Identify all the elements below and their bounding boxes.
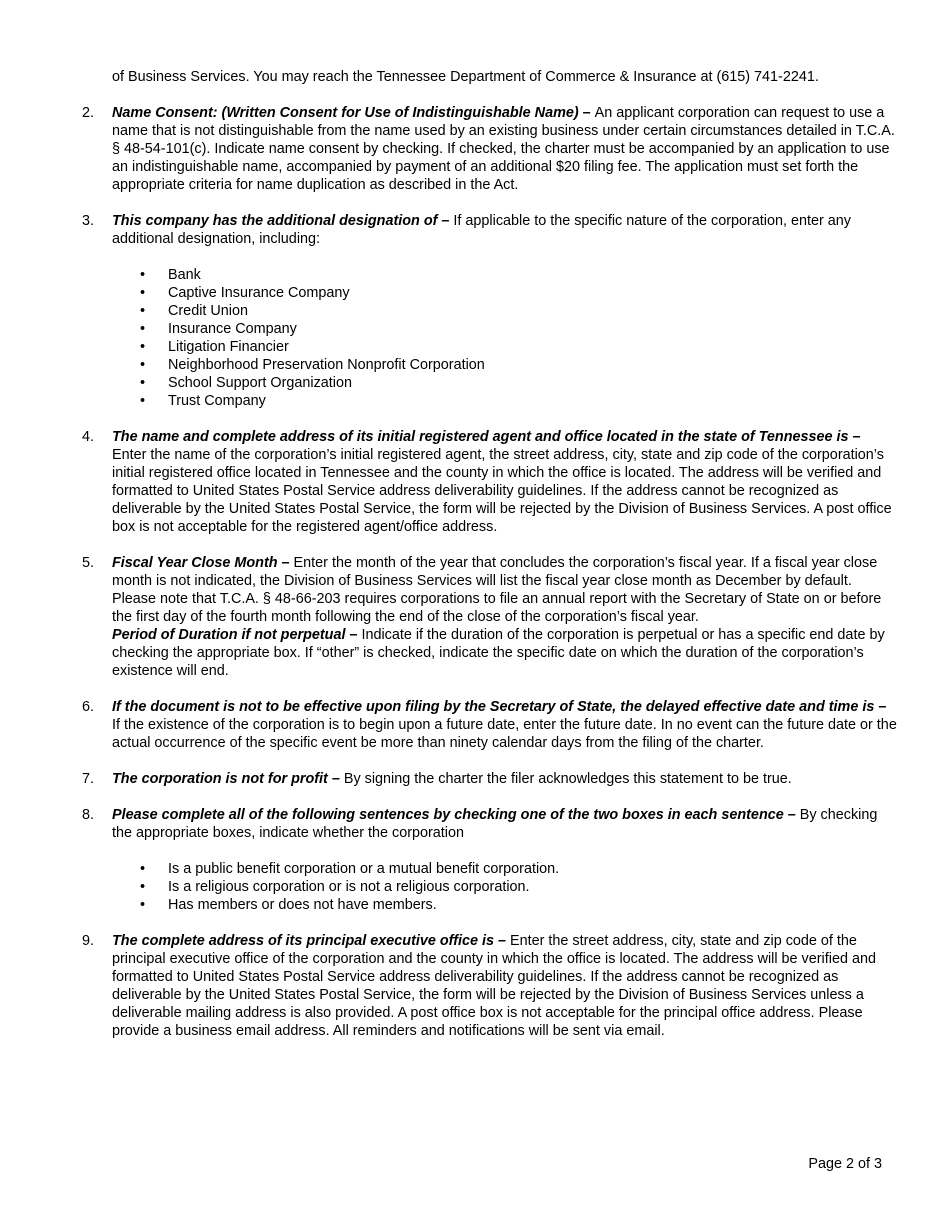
bullet-icon: •: [140, 285, 146, 301]
item-heading: Please complete all of the following sentences by checking one of the two boxes in each sentence: [112, 807, 784, 823]
item-number: 3.: [82, 213, 95, 229]
bullet-icon: •: [140, 879, 146, 895]
item-text: Enter the name of the corporation’s initial registered agent, the street address, city, state and zip code of the corporation’s initial registered office located in Tennessee and the county in which the office is located. The address will be verified and formatted to United States Postal Service address deliverability guidelines. If the address cannot be recognized as deliverable by the United States Postal Service, the form will be rejected by the Division of Business Services. A post office box is not acceptable for the registered agent/office address.: [112, 447, 892, 535]
continued-text: of Business Services. You may reach the Tennessee Department of Commerce & Insurance at (615) 741-2241.: [112, 69, 819, 85]
list-item: • Is a public benefit corporation or a mutual benefit corporation.: [140, 861, 560, 877]
item-number: 7.: [82, 771, 95, 787]
bullet-icon: •: [140, 357, 146, 373]
item-number: 6.: [82, 699, 95, 715]
instruction-item-3: [82, 212, 897, 410]
sentence-list: [112, 860, 897, 914]
item-text: An applicant corporation can request to use a name that is not distinguishable from the name used by an existing business under certain circumstances detailed in T.C.A. § 48-54-101(c). Indicate name consent by checking. If checked, the charter must be accompanied by an application to use an indistinguishable name, accompanied by payment of an additional $20 filing fee. The application must set forth the appropriate criteria for name duplication as described in the Act.: [112, 105, 895, 193]
instruction-item-4: [82, 428, 897, 536]
heading-dash: –: [494, 933, 511, 949]
page-number: Page 2 of 3: [808, 1156, 882, 1172]
heading-dash: –: [783, 807, 800, 823]
instruction-list: [82, 104, 897, 1058]
heading-dash: –: [848, 429, 861, 445]
bullet-icon: •: [140, 267, 146, 283]
bullet-icon: •: [140, 393, 146, 409]
item-number: 4.: [82, 429, 95, 445]
heading-dash: –: [437, 213, 454, 229]
heading-dash: –: [277, 555, 294, 571]
instruction-item-9: [82, 932, 897, 1040]
list-item: • Neighborhood Preservation Nonprofit Corporation: [140, 357, 485, 373]
bullet-icon: •: [140, 861, 146, 877]
list-item: • Litigation Financier: [140, 339, 289, 355]
item-text: By signing the charter the filer acknowledges this statement to be true.: [343, 771, 792, 787]
list-item: • Bank: [140, 267, 201, 283]
bullet-icon: •: [140, 303, 146, 319]
item-heading: Name Consent: (Written Consent for Use of Indistinguishable Name): [112, 105, 579, 121]
instruction-item-7: [82, 770, 897, 788]
list-item: • Insurance Company: [140, 321, 297, 337]
instruction-item-8: [82, 806, 897, 914]
item-text: If the existence of the corporation is to begin upon a future date, enter the future date. In no event can the future date or the actual occurrence of the specific event be more than ninety calendar days from the filing of the charter.: [112, 717, 897, 751]
item-number: 8.: [82, 807, 95, 823]
item-number: 9.: [82, 933, 95, 949]
list-item: • School Support Organization: [140, 375, 352, 391]
item-number: 2.: [82, 105, 95, 121]
bullet-icon: •: [140, 375, 146, 391]
list-item: • Is a religious corporation or is not a religious corporation.: [140, 879, 530, 895]
item-heading: This company has the additional designation of: [112, 213, 438, 229]
heading-dash: –: [578, 105, 595, 121]
heading-dash: –: [874, 699, 887, 715]
list-item: • Has members or does not have members.: [140, 897, 437, 913]
bullet-icon: •: [140, 897, 146, 913]
item-heading: The corporation is not for profit: [112, 771, 328, 787]
sub-heading: Period of Duration if not perpetual: [112, 627, 346, 643]
list-item: • Trust Company: [140, 393, 266, 409]
item-heading: If the document is not to be effective upon filing by the Secretary of State, the delayed effective date and time is: [112, 699, 875, 715]
designation-list: [112, 266, 897, 410]
sub-text: Indicate if the duration of the corporation is perpetual or has a specific end date by checking the appropriate box. If “other” is checked, indicate the specific date on which the duration of the corporation’s existence will end.: [112, 627, 885, 679]
item-text: If applicable to the specific nature of the corporation, enter any additional designation, including:: [112, 213, 852, 247]
item-heading: The name and complete address of its initial registered agent and office located in the state of Tennessee is: [112, 429, 849, 445]
item-text: Enter the street address, city, state and zip code of the principal executive office of the corporation and the county in which the office is located. The address will be verified and formatted to United States Postal Service address deliverability guidelines. If the address cannot be recognized as deliverable by the United States Postal Service, the form will be rejected by the Division of Business Services unless a deliverable mailing address is also provided. A post office box is not acceptable for the principal office address. Please provide a business email address. All reminders and notifications will be sent via email.: [112, 933, 876, 1039]
item-text: Enter the month of the year that concludes the corporation’s fiscal year. If a fiscal year close month is not indicated, the Division of Business Services will list the fiscal year close month as December by default. Please note that T.C.A. § 48-66-203 requires corporations to file an annual report with the Secretary of State on or before the first day of the fourth month following the end of the close of the corporation’s fiscal year.: [112, 555, 882, 625]
instruction-item-2: [82, 104, 897, 194]
instruction-item-6: [82, 698, 897, 752]
list-item: • Captive Insurance Company: [140, 285, 350, 301]
item-number: 5.: [82, 555, 95, 571]
bullet-icon: •: [140, 321, 146, 337]
instruction-item-5: [82, 554, 897, 680]
heading-dash: –: [345, 627, 362, 643]
item-text: By checking the appropriate boxes, indicate whether the corporation: [112, 807, 878, 841]
heading-dash: –: [327, 771, 344, 787]
list-item: • Credit Union: [140, 303, 248, 319]
item-heading: Fiscal Year Close Month: [112, 555, 278, 571]
item-heading: The complete address of its principal executive office is: [112, 933, 495, 949]
bullet-icon: •: [140, 339, 146, 355]
